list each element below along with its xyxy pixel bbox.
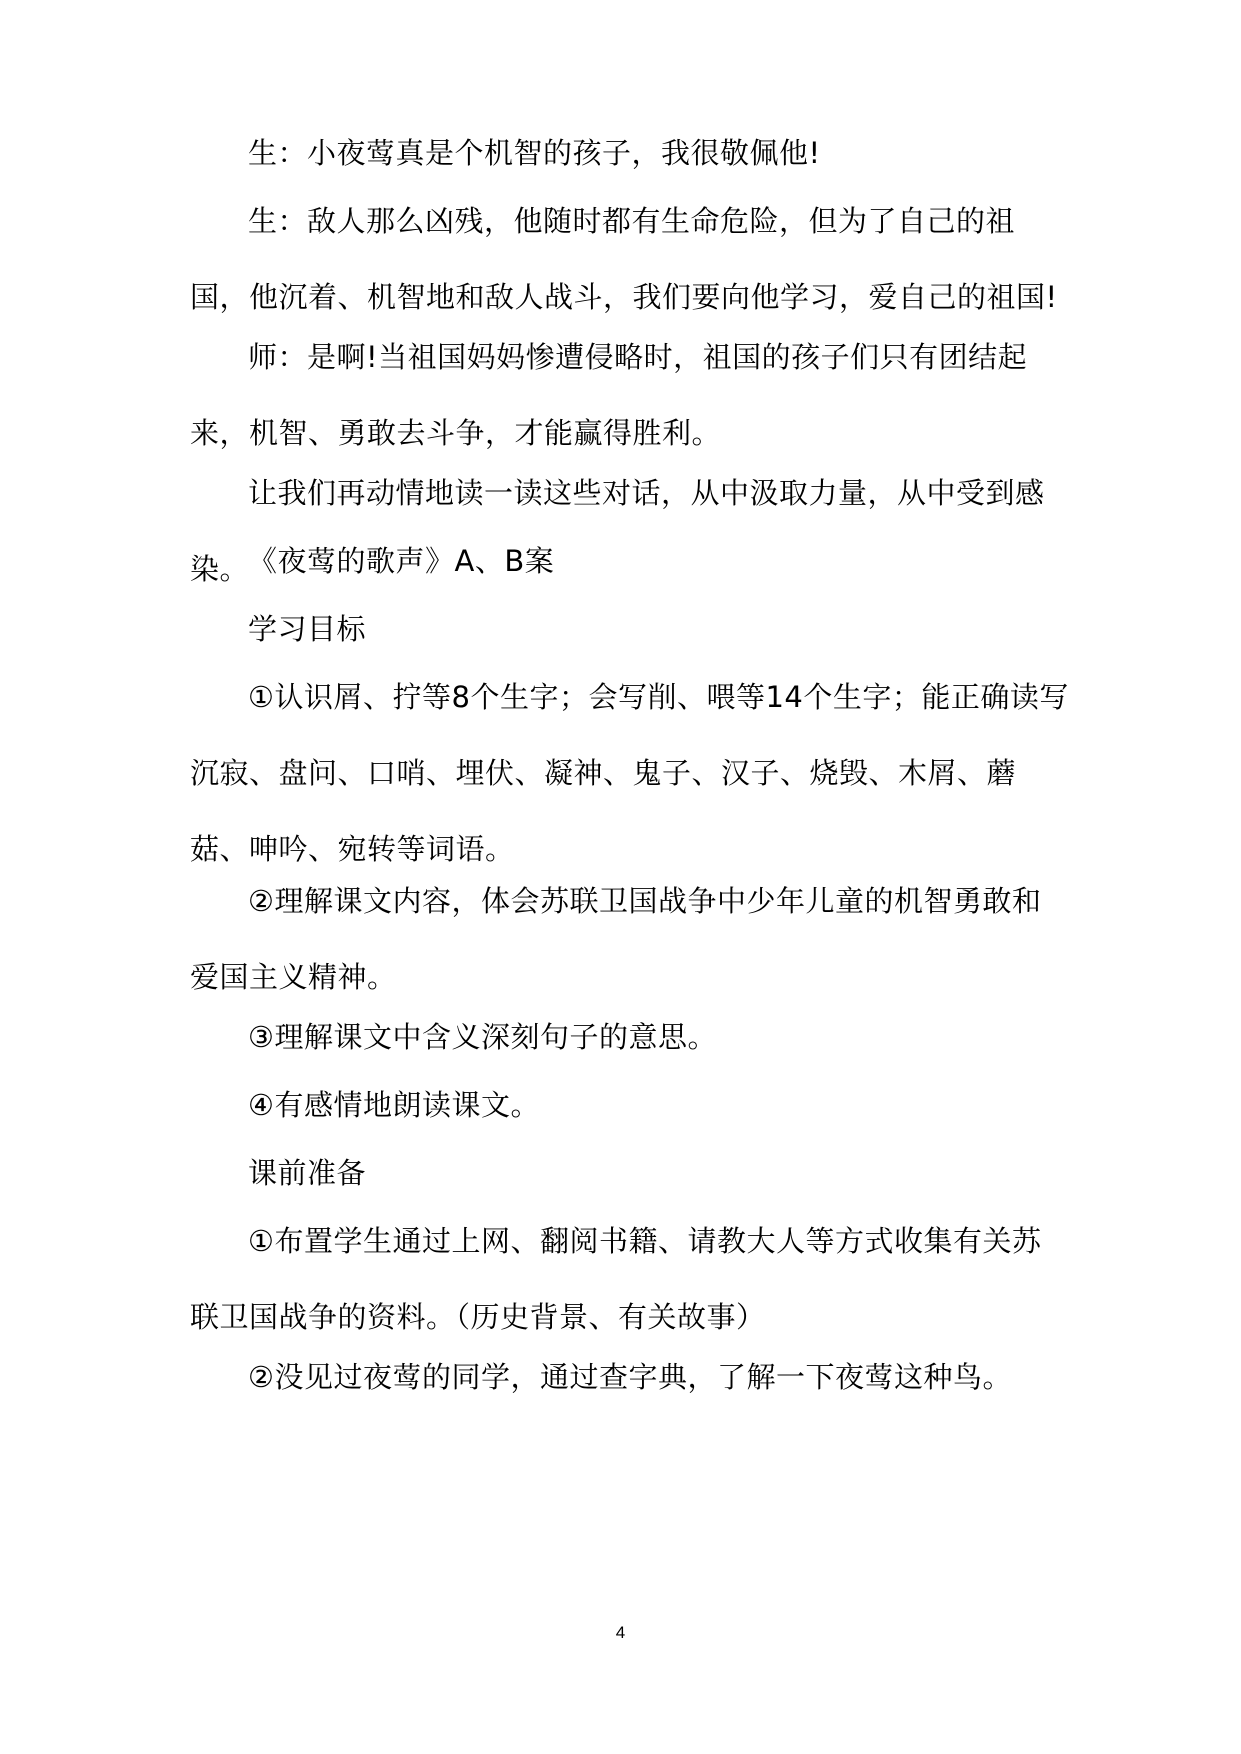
paragraph-teacher: 师：是啊!当祖国妈妈惨遭侵略时，祖国的孩子们只有团结起来，机智、勇敢去斗争，才能赢得胜利。: [190, 340, 1028, 450]
paragraph-read-again: 让我们再动情地读一读这些对话，从中汲取力量，从中受到感染。: [190, 476, 1045, 586]
heading-preparation: 课前准备: [248, 1156, 367, 1190]
page-number: 4: [615, 1623, 626, 1642]
section-title: 《夜莺的歌声》A、B案: [248, 544, 555, 578]
paragraph-student-1: 生：小夜莺真是个机智的孩子，我很敬佩他!: [248, 136, 821, 170]
heading-learning-goals: 学习目标: [248, 612, 367, 646]
goal-item-3: ③理解课文中含义深刻句子的意思。: [248, 1020, 717, 1054]
goal-item-2: ②理解课文内容，体会苏联卫国战争中少年儿童的机智勇敢和爱国主义精神。: [190, 884, 1042, 994]
goal-item-4: ④有感情地朗读课文。: [248, 1088, 540, 1122]
goal-item-1: ①认识屑、拧等8个生字；会写削、喂等14个生字；能正确读写沉寂、盘问、口哨、埋伏、凝神、鬼子、汉子、烧毁、木屑、蘑菇、呻吟、宛转等词语。: [190, 680, 1069, 866]
preparation-item-1: ①布置学生通过上网、翻阅书籍、请教大人等方式收集有关苏联卫国战争的资料。（历史背景、有关故事）: [190, 1224, 1042, 1334]
paragraph-student-2: 生：敌人那么凶残，他随时都有生命危险，但为了自己的祖国，他沉着、机智地和敌人战斗，我们要向他学习，爱自己的祖国!: [190, 204, 1058, 314]
preparation-item-2: ②没见过夜莺的同学，通过查字典，了解一下夜莺这种鸟。: [248, 1360, 1012, 1394]
